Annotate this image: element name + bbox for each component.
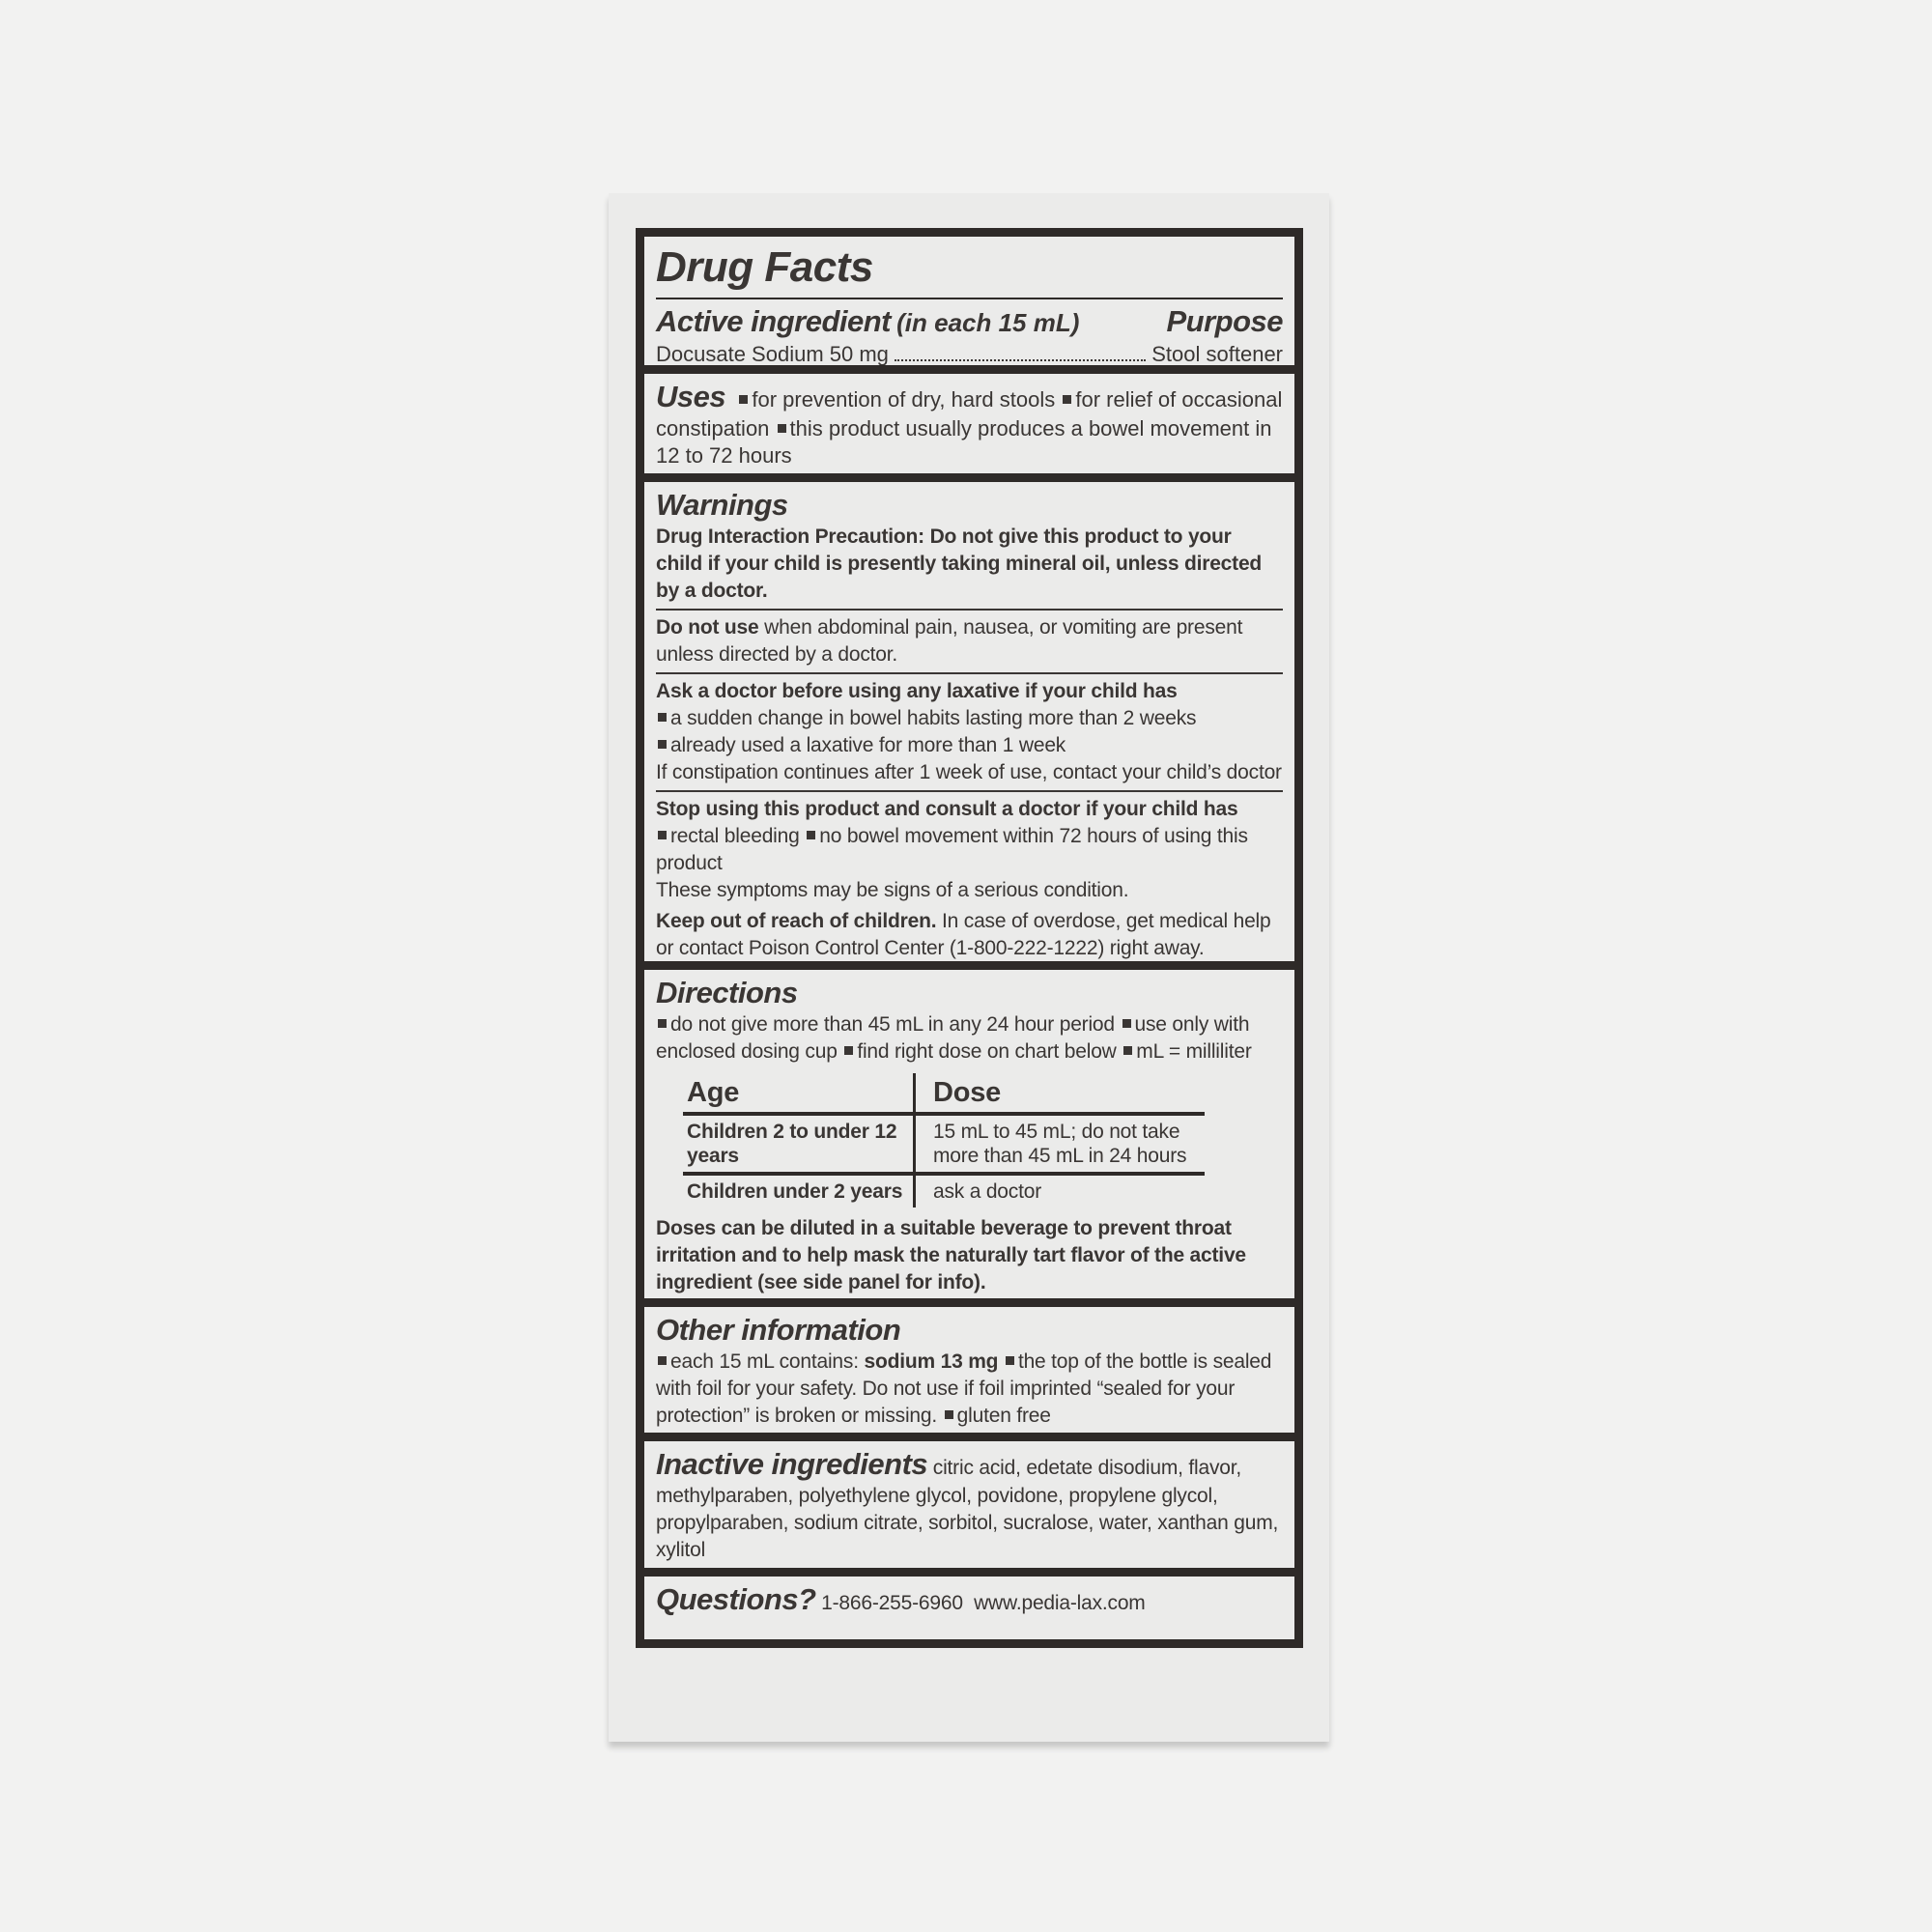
dilution-note: Doses can be diluted in a suitable beverage to prevent throat irritation and to help mask the naturally tart flavor of the active ingredient (see side panel for info).	[656, 1217, 1246, 1293]
bullet-square-icon	[739, 395, 748, 404]
active-heading-note: (in each 15 mL)	[896, 308, 1080, 337]
uses-item: this product usually produces a bowel movement in 12 to 72 hours	[656, 416, 1272, 468]
bullet-square-icon	[658, 1019, 667, 1028]
questions-website: www.pedia-lax.com	[974, 1592, 1146, 1614]
other-information-heading: Other information	[656, 1313, 901, 1347]
age-column-header: Age	[683, 1073, 915, 1114]
dosing-table-header	[683, 1073, 1205, 1114]
dot-leader	[895, 359, 1146, 361]
inactive-ingredients-section	[644, 1441, 1294, 1568]
age-cell: Children under 2 years	[683, 1174, 915, 1208]
divider	[656, 609, 1283, 611]
drug-interaction-precaution: Drug Interaction Precaution: Do not give this product to your child if your child is presently taking mineral oil, unless directed by a doctor.	[656, 526, 1263, 602]
stop-use-note: These symptoms may be signs of a serious condition.	[656, 879, 1129, 901]
active-ingredient-header-row	[656, 303, 1283, 341]
active-ingredient-row	[656, 341, 1283, 365]
other-item: the top of the bottle is sealed with foil for your safety. Do not use if foil imprinted “sealed for your protection” is broken or missing.	[656, 1350, 1272, 1427]
uses-item: for prevention of dry, hard stools	[752, 387, 1056, 412]
bullet-square-icon	[658, 1356, 667, 1365]
questions-phone: 1-866-255-6960	[821, 1592, 963, 1614]
dosing-table-row	[683, 1114, 1205, 1174]
divider	[656, 672, 1283, 674]
stop-use-item: rectal bleeding	[670, 825, 800, 847]
directions-item: mL = milliliter	[1136, 1040, 1252, 1063]
purpose-heading: Purpose	[1166, 304, 1283, 338]
divider	[656, 790, 1283, 792]
questions-section	[644, 1577, 1294, 1639]
other-item: each 15 mL contains:	[670, 1350, 859, 1373]
ask-doctor-item	[656, 732, 1283, 759]
divider	[656, 298, 1283, 299]
uses-item: for relief of occasional constipation	[656, 387, 1283, 440]
ask-doctor-item-text: a sudden change in bowel habits lasting more than 2 weeks	[670, 707, 1197, 729]
do-not-use-warning	[656, 614, 1283, 668]
ask-doctor-item	[656, 705, 1283, 732]
age-cell: Children 2 to under 12 years	[683, 1114, 915, 1174]
directions-section	[644, 970, 1294, 1298]
bullet-square-icon	[807, 831, 815, 839]
dose-cell: 15 mL to 45 mL; do not take more than 45 mL in 24 hours	[915, 1114, 1206, 1174]
bullet-square-icon	[658, 713, 667, 722]
uses-heading: Uses	[656, 380, 726, 413]
active-ingredient-heading	[656, 303, 1079, 341]
active-ingredient-name: Docusate Sodium 50 mg	[656, 342, 889, 365]
other-item: gluten free	[956, 1405, 1051, 1427]
keep-out-label: Keep out of reach of children.	[656, 910, 937, 932]
bullet-square-icon	[1122, 1019, 1131, 1028]
keep-out-of-reach	[656, 908, 1283, 961]
uses-section	[644, 374, 1294, 473]
directions-item: use only with enclosed dosing cup	[656, 1013, 1250, 1063]
warnings-section	[644, 482, 1294, 961]
drug-facts-label	[636, 228, 1303, 1648]
directions-items	[656, 1011, 1283, 1065]
bullet-square-icon	[778, 424, 786, 433]
stop-use-heading: Stop using this product and consult a doctor if your child has	[656, 798, 1238, 820]
bullet-square-icon	[945, 1410, 953, 1419]
directions-heading: Directions	[656, 976, 798, 1009]
active-ingredient-purpose: Stool softener	[1151, 342, 1283, 365]
active-heading-text: Active ingredient	[656, 304, 891, 338]
ask-doctor-heading: Ask a doctor before using any laxative if your child has	[656, 680, 1178, 702]
drug-facts-title: Drug Facts	[656, 243, 873, 291]
other-information-section	[644, 1307, 1294, 1433]
keep-out-text: In case of overdose, get medical help or contact Poison Control Center (1-800-222-1222) right away.	[656, 910, 1271, 959]
inactive-ingredients-list: citric acid, edetate disodium, flavor, methylparaben, polyethylene glycol, povidone, propylene glycol, propylparaben, sodium citrate, sorbitol, sucralose, water, xanthan gum, xylitol	[656, 1457, 1279, 1561]
do-not-use-text: when abdominal pain, nausea, or vomiting are present unless directed by a doctor.	[656, 616, 1243, 666]
directions-item: do not give more than 45 mL in any 24 hour period	[670, 1013, 1115, 1036]
dose-cell: ask a doctor	[933, 1180, 1041, 1203]
dosing-table	[683, 1073, 1205, 1208]
warnings-heading: Warnings	[656, 488, 788, 522]
stop-use-items	[656, 823, 1283, 877]
dose-column-header: Dose	[915, 1073, 1206, 1114]
directions-item: find right dose on chart below	[857, 1040, 1117, 1063]
bullet-square-icon	[658, 831, 667, 839]
do-not-use-label: Do not use	[656, 616, 759, 639]
sodium-content: sodium 13 mg	[864, 1350, 999, 1373]
stop-use-item: no bowel movement within 72 hours of using this product	[656, 825, 1248, 874]
inactive-ingredients-heading: Inactive ingredients	[656, 1447, 928, 1481]
dosing-table-row	[683, 1174, 1205, 1208]
bullet-square-icon	[1123, 1046, 1132, 1055]
ask-doctor-note: If constipation continues after 1 week of use, contact your child’s doctor	[656, 761, 1282, 783]
active-ingredient-section	[644, 237, 1294, 365]
questions-heading: Questions?	[656, 1582, 816, 1616]
bullet-square-icon	[844, 1046, 853, 1055]
bullet-square-icon	[1006, 1356, 1014, 1365]
ask-doctor-item-text: already used a laxative for more than 1 week	[670, 734, 1066, 756]
other-information-items	[656, 1349, 1283, 1430]
bullet-square-icon	[1063, 395, 1071, 404]
bullet-square-icon	[658, 740, 667, 749]
